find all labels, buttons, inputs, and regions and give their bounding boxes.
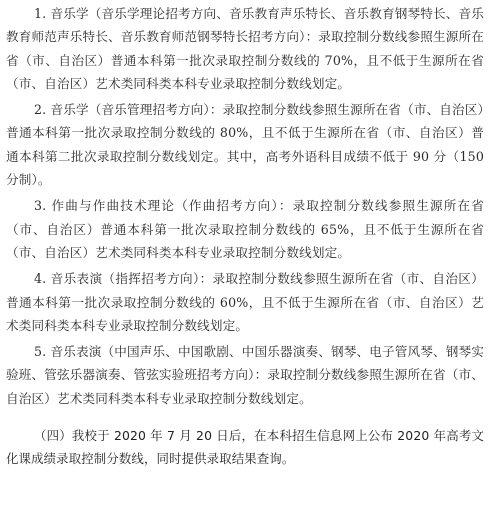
- notice-paragraph: （四）我校于 2020 年 7 月 20 日后，在本科招生信息网上公布 2020 年高考文化课成绩录取控制分数线，同时提供录取结果查询。: [6, 428, 484, 467]
- paragraph-1: 1. 音乐学（音乐学理论招考方向、音乐教育声乐特长、音乐教育钢琴特长、音乐教育师范声乐特长、音乐教育师范钢琴特长招考方向）：录取控制分数线参照生源所在省（市、自治区）普通本科第一批次录取控制分数线的 70%，且不低于生源所在省（市、自治区）艺术类同科类本科专业录取控制分数线划定。: [6, 6, 484, 91]
- paragraph-3: 3. 作曲与作曲技术理论（作曲招考方向）：录取控制分数线参照生源所在省（市、自治区）普通本科第一批次录取控制分数线的 65%，且不低于生源所在省（市、自治区）艺术类同科类本科专业录取控制分数线划定。: [6, 198, 484, 260]
- paragraph-2: 2. 音乐学（音乐管理招考方向）：录取控制分数线参照生源所在省（市、自治区）普通本科第一批次录取控制分数线的 80%，且不低于生源所在省（市、自治区）普通本科第二批次录取控制分数线划定。其中，高考外语科目成绩不低于 90 分（150 分制）。: [6, 102, 484, 188]
- paragraph-5: 5. 音乐表演（中国声乐、中国歌剧、中国乐器演奏、钢琴、电子管风琴、钢琴实验班、管弦乐器演奏、管弦实验班招考方向）：录取控制分数线参照生源所在省（市、自治区）艺术类同科类本科专业录取控制分数线划定。: [6, 344, 484, 406]
- paragraph-4: 4. 音乐表演（指挥招考方向）：录取控制分数线参照生源所在省（市、自治区）普通本科第一批次录取控制分数线的 60%，且不低于生源所在省（市、自治区）艺术类同科类本科专业录取控制分数线划定。: [6, 271, 484, 333]
- section-gap: [6, 410, 484, 424]
